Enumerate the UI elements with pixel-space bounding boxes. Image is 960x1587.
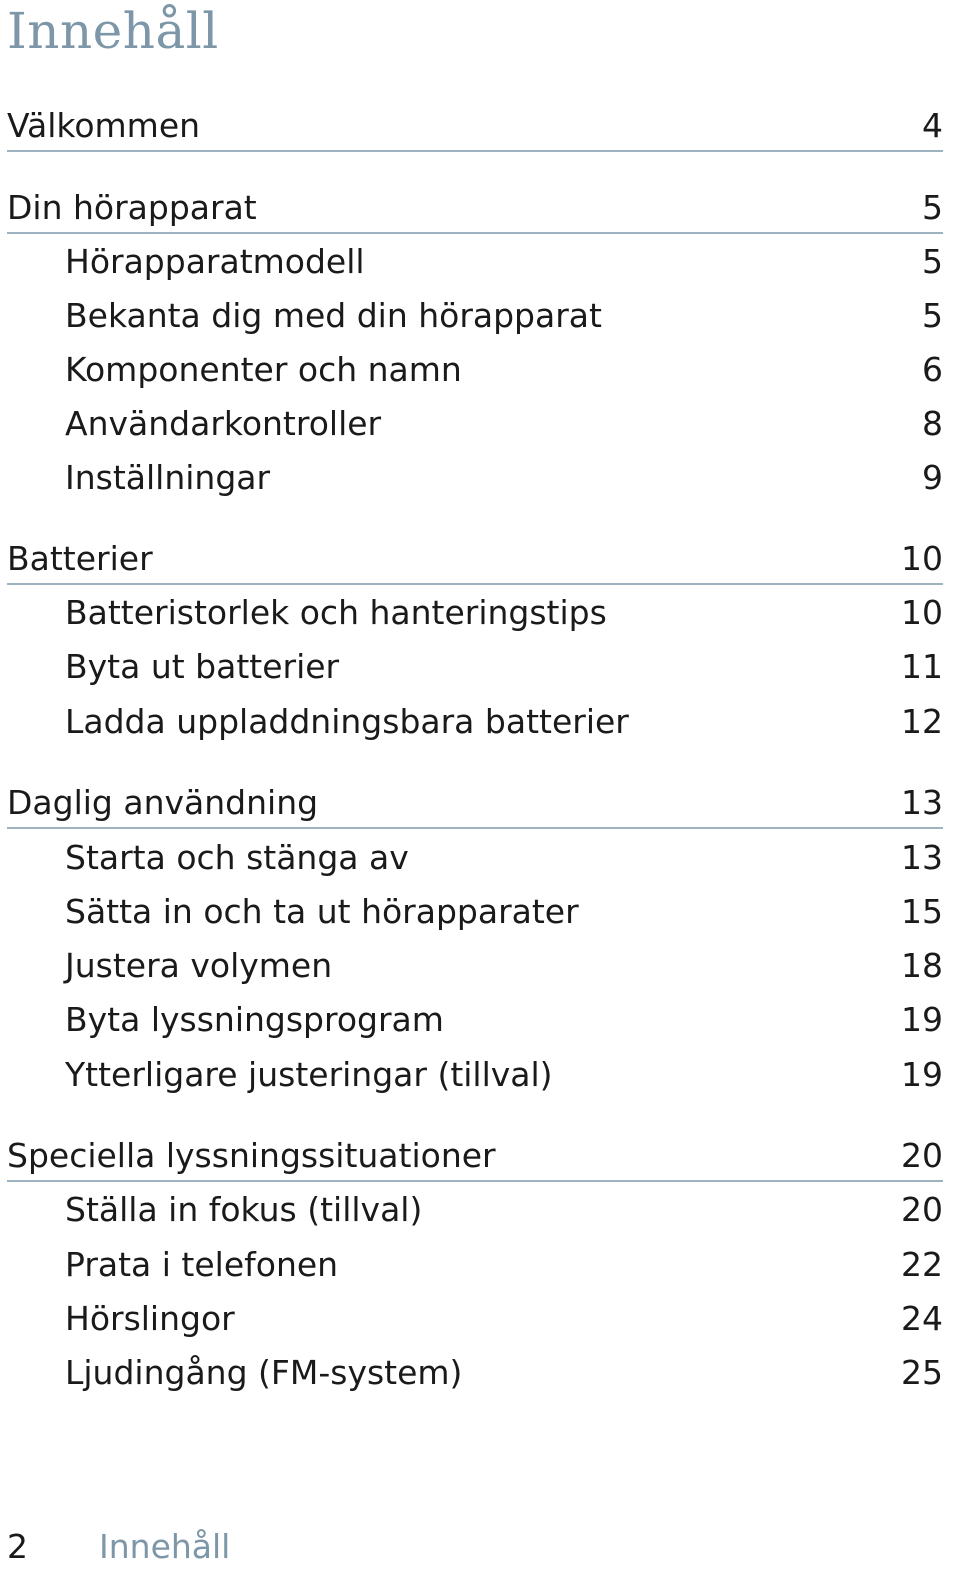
toc-item-prata-telefonen[interactable] [7, 1243, 943, 1287]
toc-item-batteristorlek[interactable] [7, 591, 943, 635]
toc-section-batterier[interactable] [7, 537, 943, 585]
toc-entry-label: Ladda uppladdningsbara batterier [65, 702, 629, 741]
toc-section-valkommen[interactable] [7, 104, 943, 152]
toc-entry-label: Ställa in fokus (tillval) [65, 1190, 423, 1229]
toc-entry-page: 20 [901, 1190, 943, 1229]
toc-entry-label: Batteristorlek och hanteringstips [65, 593, 607, 632]
toc-section-din-horapparat[interactable] [7, 186, 943, 234]
toc-item-byta-program[interactable] [7, 998, 943, 1042]
toc-entry-label: Speciella lyssningssituationer [7, 1136, 496, 1175]
toc-section-speciella-situationer[interactable] [7, 1134, 943, 1182]
toc-entry-page: 8 [922, 404, 943, 443]
toc-entry-label: Komponenter och namn [65, 350, 462, 389]
toc-entry-page: 20 [901, 1136, 943, 1175]
toc-entry-page: 18 [901, 946, 943, 985]
toc-entry-label: Sätta in och ta ut hörapparater [65, 892, 579, 931]
toc-entry-label: Batterier [7, 539, 153, 578]
toc-entry-page: 9 [922, 458, 943, 497]
toc-item-starta-stanga[interactable] [7, 836, 943, 880]
toc-entry-page: 25 [901, 1353, 943, 1392]
toc-entry-label: Välkommen [7, 106, 201, 145]
toc-item-horslingor[interactable] [7, 1297, 943, 1341]
toc-entry-label: Daglig användning [7, 783, 319, 822]
toc-item-bekanta-dig[interactable] [7, 294, 943, 338]
toc-item-satta-in[interactable] [7, 890, 943, 934]
toc-section-daglig-anvandning[interactable] [7, 781, 943, 829]
toc-entry-label: Byta ut batterier [65, 647, 340, 686]
toc-entry-page: 19 [901, 1055, 943, 1094]
toc-entry-label: Hörslingor [65, 1299, 235, 1338]
toc-entry-page: 15 [901, 892, 943, 931]
toc-entry-page: 6 [922, 350, 943, 389]
toc-item-ytterligare-justeringar[interactable] [7, 1053, 943, 1097]
toc-entry-page: 22 [901, 1245, 943, 1284]
toc-entry-page: 13 [901, 783, 943, 822]
toc-item-stalla-in-fokus[interactable] [7, 1188, 943, 1232]
toc-item-ljudingang[interactable] [7, 1351, 943, 1395]
toc-entry-label: Hörapparatmodell [65, 242, 365, 281]
toc-entry-label: Justera volymen [65, 946, 333, 985]
toc-entry-label: Byta lyssningsprogram [65, 1000, 444, 1039]
toc-item-komponenter[interactable] [7, 348, 943, 392]
toc-entry-page: 5 [922, 188, 943, 227]
toc-item-justera-volymen[interactable] [7, 944, 943, 988]
toc-entry-page: 4 [922, 106, 943, 145]
footer-title: Innehåll [99, 1527, 231, 1566]
toc-entry-label: Ljudingång (FM-system) [65, 1353, 463, 1392]
toc-entry-label: Ytterligare justeringar (tillval) [65, 1055, 553, 1094]
toc-item-byta-batterier[interactable] [7, 645, 943, 689]
toc-entry-page: 24 [901, 1299, 943, 1338]
toc-entry-page: 13 [901, 838, 943, 877]
toc-entry-label: Inställningar [65, 458, 271, 497]
toc-entry-page: 19 [901, 1000, 943, 1039]
page-title: Innehåll [7, 2, 219, 60]
toc-entry-page: 10 [901, 539, 943, 578]
toc-item-anvandarkontroller[interactable] [7, 402, 943, 446]
toc-entry-page: 10 [901, 593, 943, 632]
toc-entry-label: Prata i telefonen [65, 1245, 339, 1284]
toc-entry-page: 11 [901, 647, 943, 686]
toc-entry-page: 12 [901, 702, 943, 741]
toc-entry-label: Din hörapparat [7, 188, 257, 227]
toc-entry-page: 5 [922, 242, 943, 281]
footer-page-number: 2 [7, 1527, 28, 1566]
toc-entry-label: Användarkontroller [65, 404, 382, 443]
toc-entry-label: Bekanta dig med din hörapparat [65, 296, 602, 335]
toc-entry-label: Starta och stänga av [65, 838, 409, 877]
toc-item-ladda-batterier[interactable] [7, 700, 943, 744]
toc-item-installningar[interactable] [7, 456, 943, 500]
toc-entry-page: 5 [922, 296, 943, 335]
toc-item-horapparatmodell[interactable] [7, 240, 943, 284]
